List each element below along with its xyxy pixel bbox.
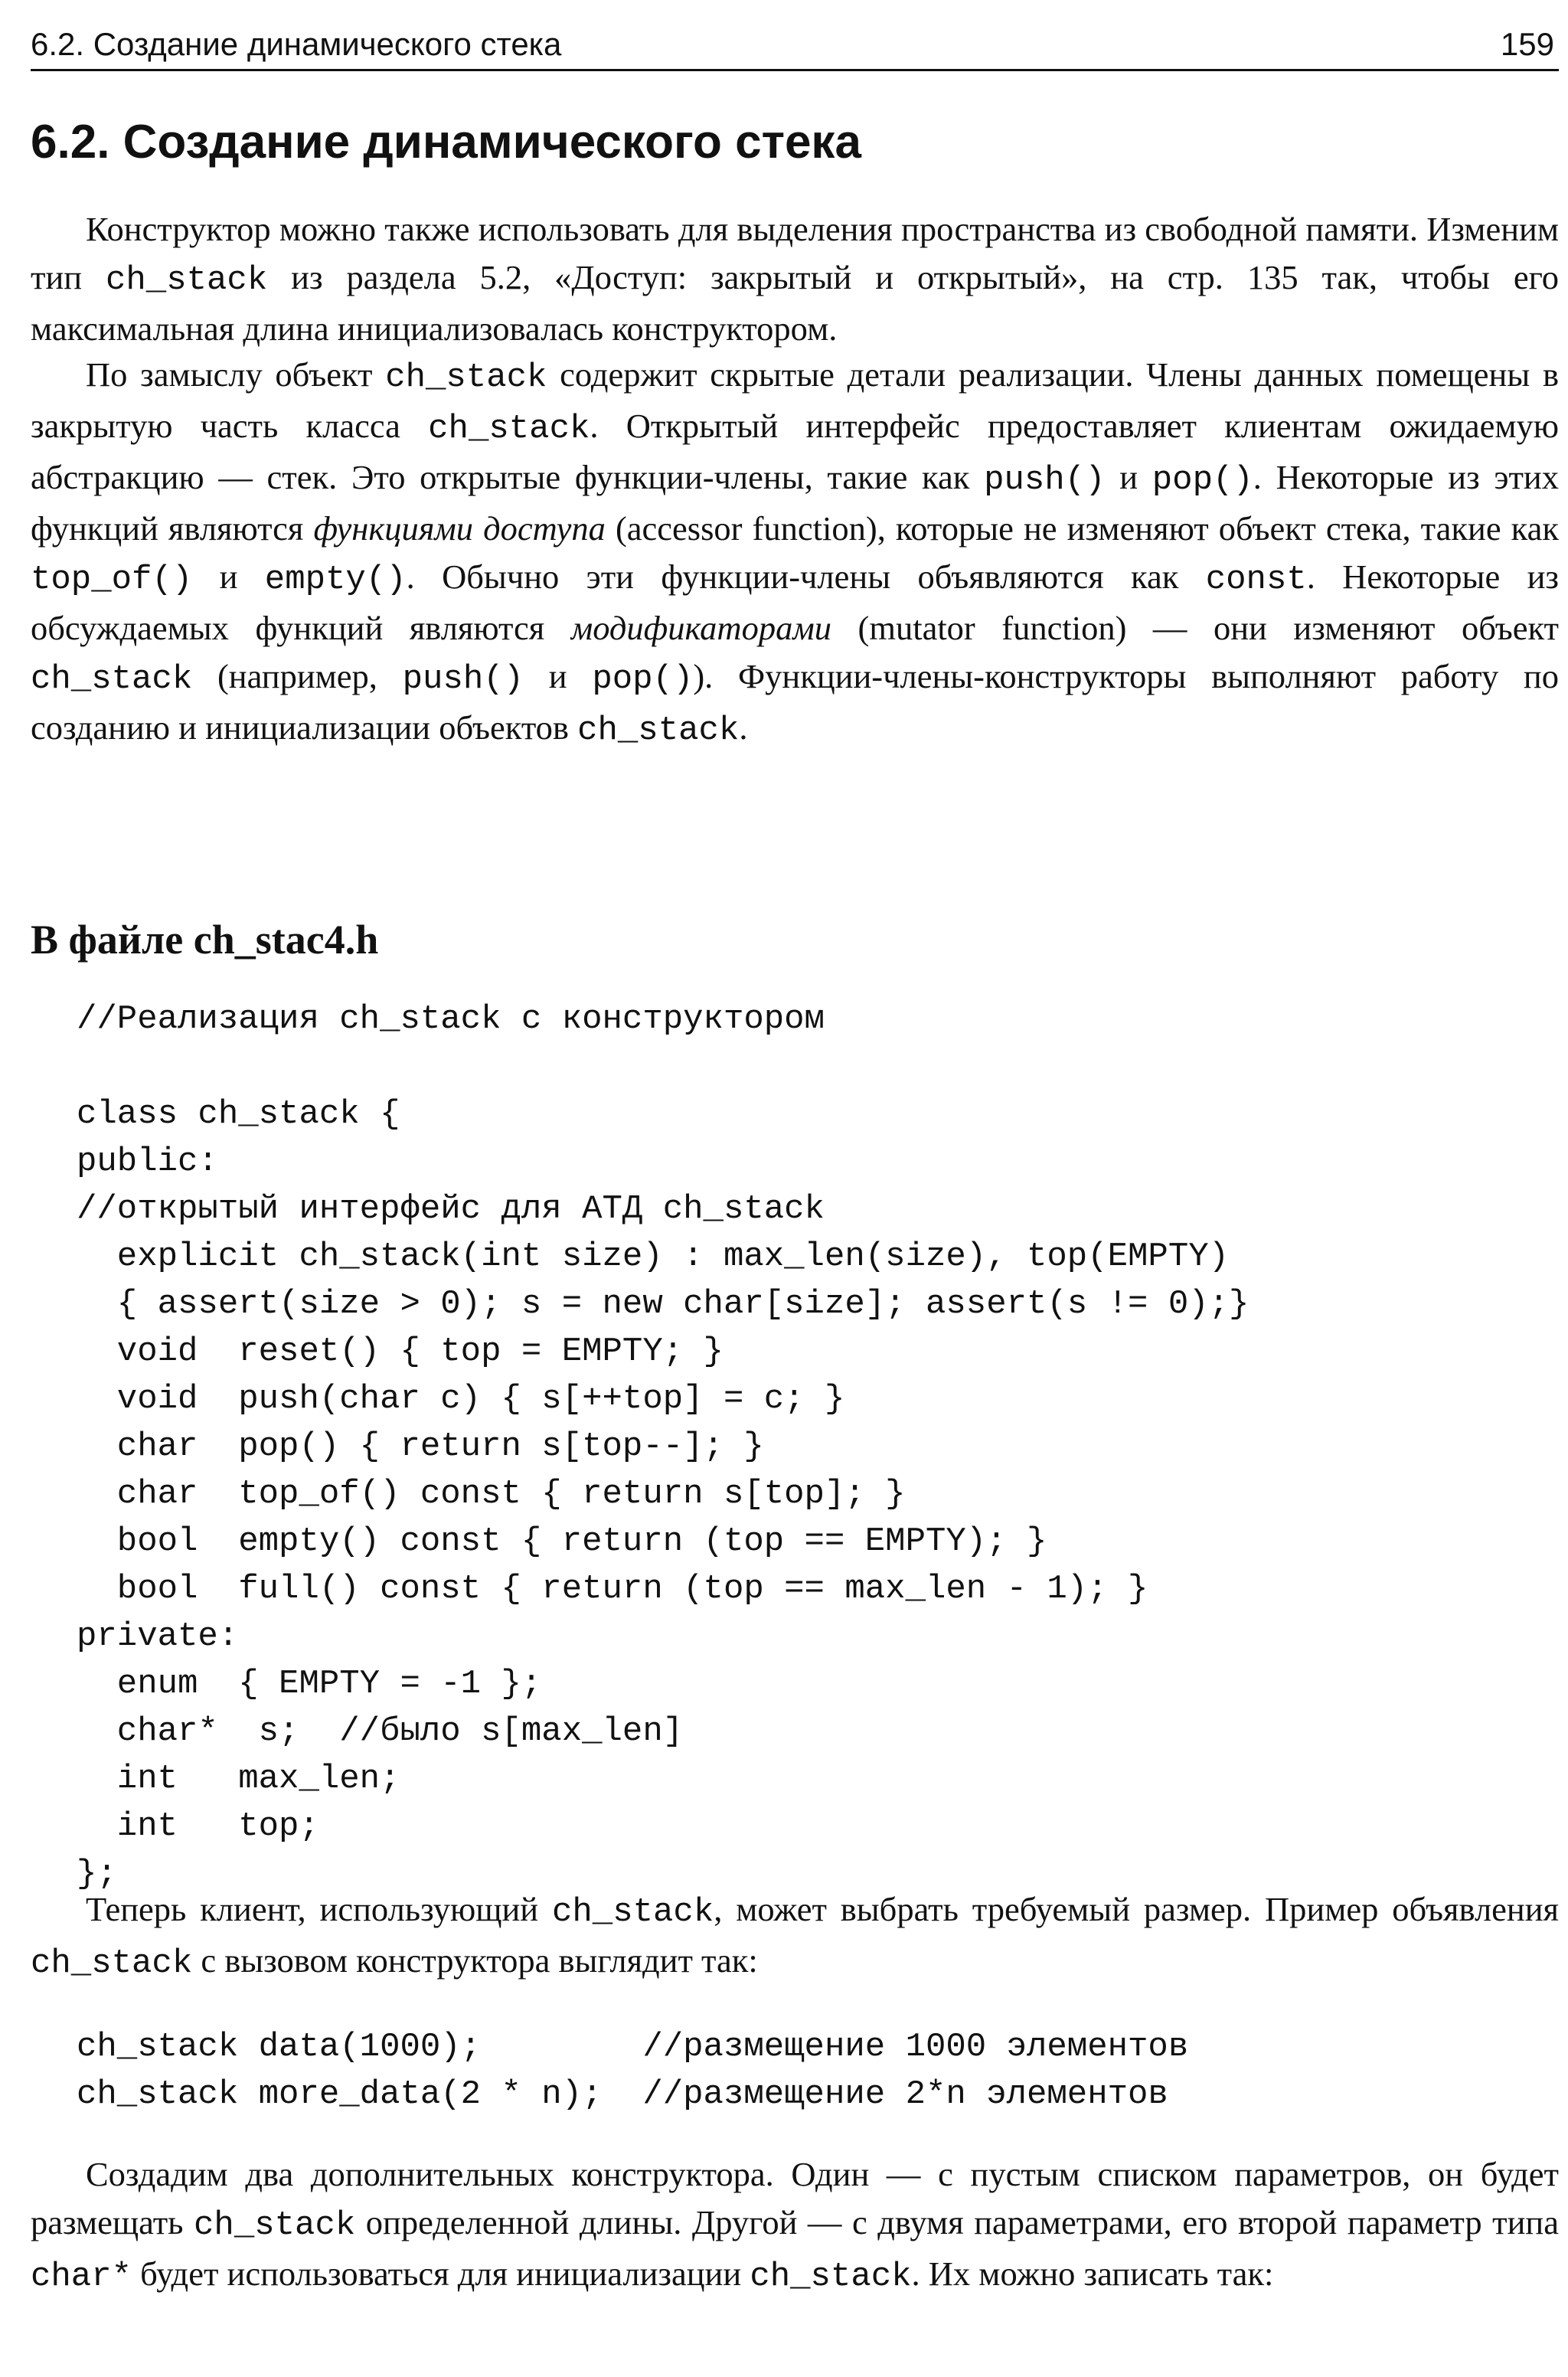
paragraph-design	[31, 351, 1559, 755]
code-term: push()	[984, 461, 1106, 499]
text-run: будет использоваться для инициализации	[132, 2254, 750, 2293]
text-run: . Открытый интерфейс предоставляет клиентам ожидаемую абстракцию — стек. Это открытые функции-члены, такие как	[31, 407, 1559, 496]
code-example: ch_stack data(1000); //размещение 1000 элементов ch_stack more_data(2 * n); //размещение 2*n элементов	[77, 2028, 1189, 2114]
text-run: .	[739, 708, 748, 747]
file-heading: В файле ch_stac4.h	[31, 917, 379, 963]
text-run: По замыслу объект	[86, 355, 386, 394]
code-term: ch_stack	[31, 1944, 193, 1983]
text-run: Теперь клиент, использующий	[86, 1890, 552, 1928]
text-run: Конструктор можно также использовать для выделения пространства из свободной памяти. Изменим тип	[31, 210, 1559, 296]
code-term: pop()	[592, 660, 694, 698]
text-run: из раздела 5.2, «Доступ: закрытый и открытый», на стр. 135 так, чтобы его максимальная длина инициализовалась конструктором.	[31, 258, 1559, 348]
code-term: top_of()	[31, 561, 193, 599]
running-header	[31, 21, 1559, 71]
code-term: pop()	[1152, 461, 1253, 499]
text-run: (mutator function) — они изменяют объект	[831, 609, 1559, 647]
code-term: push()	[402, 660, 524, 698]
code-term: ch_stack	[194, 2206, 356, 2245]
text-run: (accessor function), которые не изменяют объект стека, такие как	[605, 509, 1559, 548]
text-run: и	[524, 657, 593, 695]
text-run: . Некоторые из обсуждаемых функций являются	[31, 557, 1559, 647]
text-run: . Некоторые из этих функций являются	[31, 458, 1559, 548]
code-term: const	[1205, 561, 1307, 599]
code-term: ch_stack	[577, 711, 740, 750]
running-header-title: 6.2. Создание динамического стека	[31, 26, 562, 62]
text-run: содержит скрытые детали реализации. Члены данных помещены в закрытую часть класса	[31, 355, 1559, 445]
text-run: с вызовом конструктора выглядит так:	[192, 1941, 758, 1980]
text-run: и	[192, 557, 265, 596]
italic-term: модификаторами	[570, 609, 831, 647]
page-number: 159	[1500, 26, 1554, 62]
code-term: empty()	[264, 561, 407, 599]
code-term: ch_stack	[385, 358, 547, 397]
code-term: char*	[31, 2258, 132, 2296]
text-run: . Обычно эти функции-члены объявляются как	[406, 557, 1206, 596]
paragraph-intro	[31, 205, 1559, 353]
text-run: определенной длины. Другой — с двумя параметрами, его второй параметр типа	[355, 2203, 1559, 2241]
code-term: ch_stack	[428, 410, 590, 448]
text-run: ). Функции-члены-конструкторы выполняют работу по созданию и инициализации объектов	[31, 657, 1559, 747]
code-term: ch_stack	[552, 1893, 714, 1931]
code-term: ch_stack	[31, 660, 193, 698]
text-run: Создадим два дополнительных конструктора. Один — с пустым списком параметров, он будет размещать	[31, 2155, 1559, 2241]
paragraph-client	[31, 1885, 1559, 1988]
code-term: ch_stack	[106, 261, 268, 299]
italic-term: функциями доступа	[313, 509, 606, 548]
section-title: 6.2. Создание динамического стека	[31, 116, 861, 168]
text-run: , может выбрать требуемый размер. Пример объявления	[714, 1890, 1559, 1928]
text-run: . Их можно записать так:	[911, 2254, 1274, 2293]
paragraph-constructors	[31, 2150, 1559, 2301]
text-run: и	[1105, 458, 1152, 496]
code-term: ch_stack	[750, 2258, 912, 2296]
code-listing: //Реализация ch_stack с конструктором class ch_stack { public: //открытый интерфейс для АТД ch_stack explicit ch_stack(int size) : max_len(size), top(EMPTY) { assert(size > 0); s = new char[size]; assert(s != 0);} void reset() { top = EMPTY; } void push(char c) { s[++top] = c; } char pop() { return s[top--]; } char top_of() const { return s[top]; } bool empty() const { return (top == EMPTY); } bool full() const { return (top == max_len - 1); } private: enum { EMPTY = -1 }; char* s; //было s[max_len] int max_len; int top; };	[77, 1000, 1250, 1893]
text-run: (например,	[192, 657, 403, 695]
